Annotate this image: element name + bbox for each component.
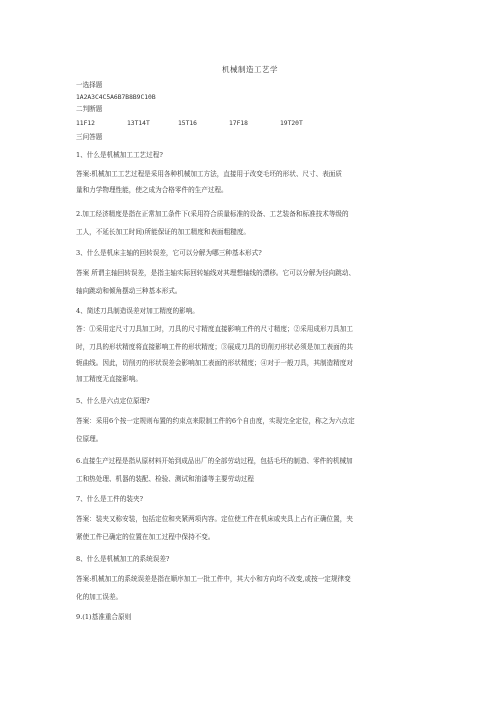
judge-answer: 11F12 xyxy=(76,120,95,127)
judge-answer: 13T14T xyxy=(127,120,150,127)
answer-8: 化的加工误差。 xyxy=(76,593,123,601)
judge-answer: 17F18 xyxy=(229,120,248,127)
answer-4: 时，刀具的形状精度将直接影响工件的形状精度；③展成刀具的切削刃形状必须是加工表面的共 xyxy=(76,343,353,351)
answer-6: 6.直接生产过程是指从原材料开始到成品出厂的全部劳动过程，包括毛坯的制造、零件的机械加 xyxy=(76,457,353,465)
question-1: 1、什么是机械加工工艺过程? xyxy=(76,151,163,159)
answer-2: 工人，不延长加工时间)所能保证的加工精度和表面粗糙度。 xyxy=(76,228,251,236)
answer-6: 工和热处理、机器的装配、检验、测试和油漆等主要劳动过程 xyxy=(76,475,255,483)
choice-answers: 1A2A3C4C5A6B7B8B9C10B xyxy=(76,94,156,101)
answer-5: 位原理。 xyxy=(76,435,103,443)
qa-heading: 三问答题 xyxy=(76,133,103,141)
judge-answer: 19T20T xyxy=(280,120,303,127)
answer-1: 答案:机械加工工艺过程是采用各种机械加工方法，直接用于改变毛坯的形状、尺寸、表面质 xyxy=(76,170,342,178)
answer-7: 答案：装夹又称安装，包括定位和夹紧两项内容。定位使工件在机床或夹具上占有正确位置，夹 xyxy=(76,515,353,523)
answer-7: 紧使工件已确定的位置在加工过程中保持不变。 xyxy=(76,533,215,541)
answer-3: 轴向跳动和倾角摆动三种基本形式。 xyxy=(76,287,182,295)
answer-2: 2.加工经济精度是指在正常加工条件下(采用符合质量标准的设备、工艺装备和标准技术等级的 xyxy=(76,210,349,218)
answer-4: 答：①采用定尺寸刀具加工时，刀具的尺寸精度直接影响工件的尺寸精度；②采用成形刀具加工 xyxy=(76,325,353,333)
question-3: 3、什么是机床主轴的回转误差，它可以分解为哪三种基本形式? xyxy=(76,249,262,257)
answer-4: 轭曲线。因此，切削刃的形状误差会影响加工表面的形状精度；④对于一般刀具，其制造精度对 xyxy=(76,359,353,367)
answer-1: 量和力学物理性能，使之成为合格零件的生产过程。 xyxy=(76,186,228,194)
answer-8: 答案:机械加工的系统误差是指在顺序加工一批工件中，其大小和方向均不改变,或按一定规律变 xyxy=(76,575,351,583)
answer-4: 加工精度无直接影响。 xyxy=(76,375,142,383)
judge-answer: 15T16 xyxy=(178,120,197,127)
judge-heading: 二判断题 xyxy=(76,105,103,113)
question-4: 4、简述刀具制造误差对加工精度的影响。 xyxy=(76,307,199,315)
question-7: 7、什么是工件的装夹? xyxy=(76,495,144,503)
judge-answers xyxy=(76,119,428,128)
question-8: 8、什么是机械加工的系统误差? xyxy=(76,555,170,563)
choice-heading: 一选择题 xyxy=(76,81,103,89)
answer-3: 答案 所谓主轴回转误差，是指主轴实际回转轴线对其理想轴线的漂移。它可以分解为径向跳动、 xyxy=(76,269,356,277)
answer-9: 9.(1)基准重合原则 xyxy=(76,613,132,621)
answer-5: 答案：采用6个按一定规则布置的约束点来限制工件的6个自由度，实现完全定位，称之为六点定 xyxy=(76,417,355,425)
document-title: 机械制造工艺学 xyxy=(222,65,278,74)
question-5: 5、什么是六点定位原理? xyxy=(76,397,150,405)
